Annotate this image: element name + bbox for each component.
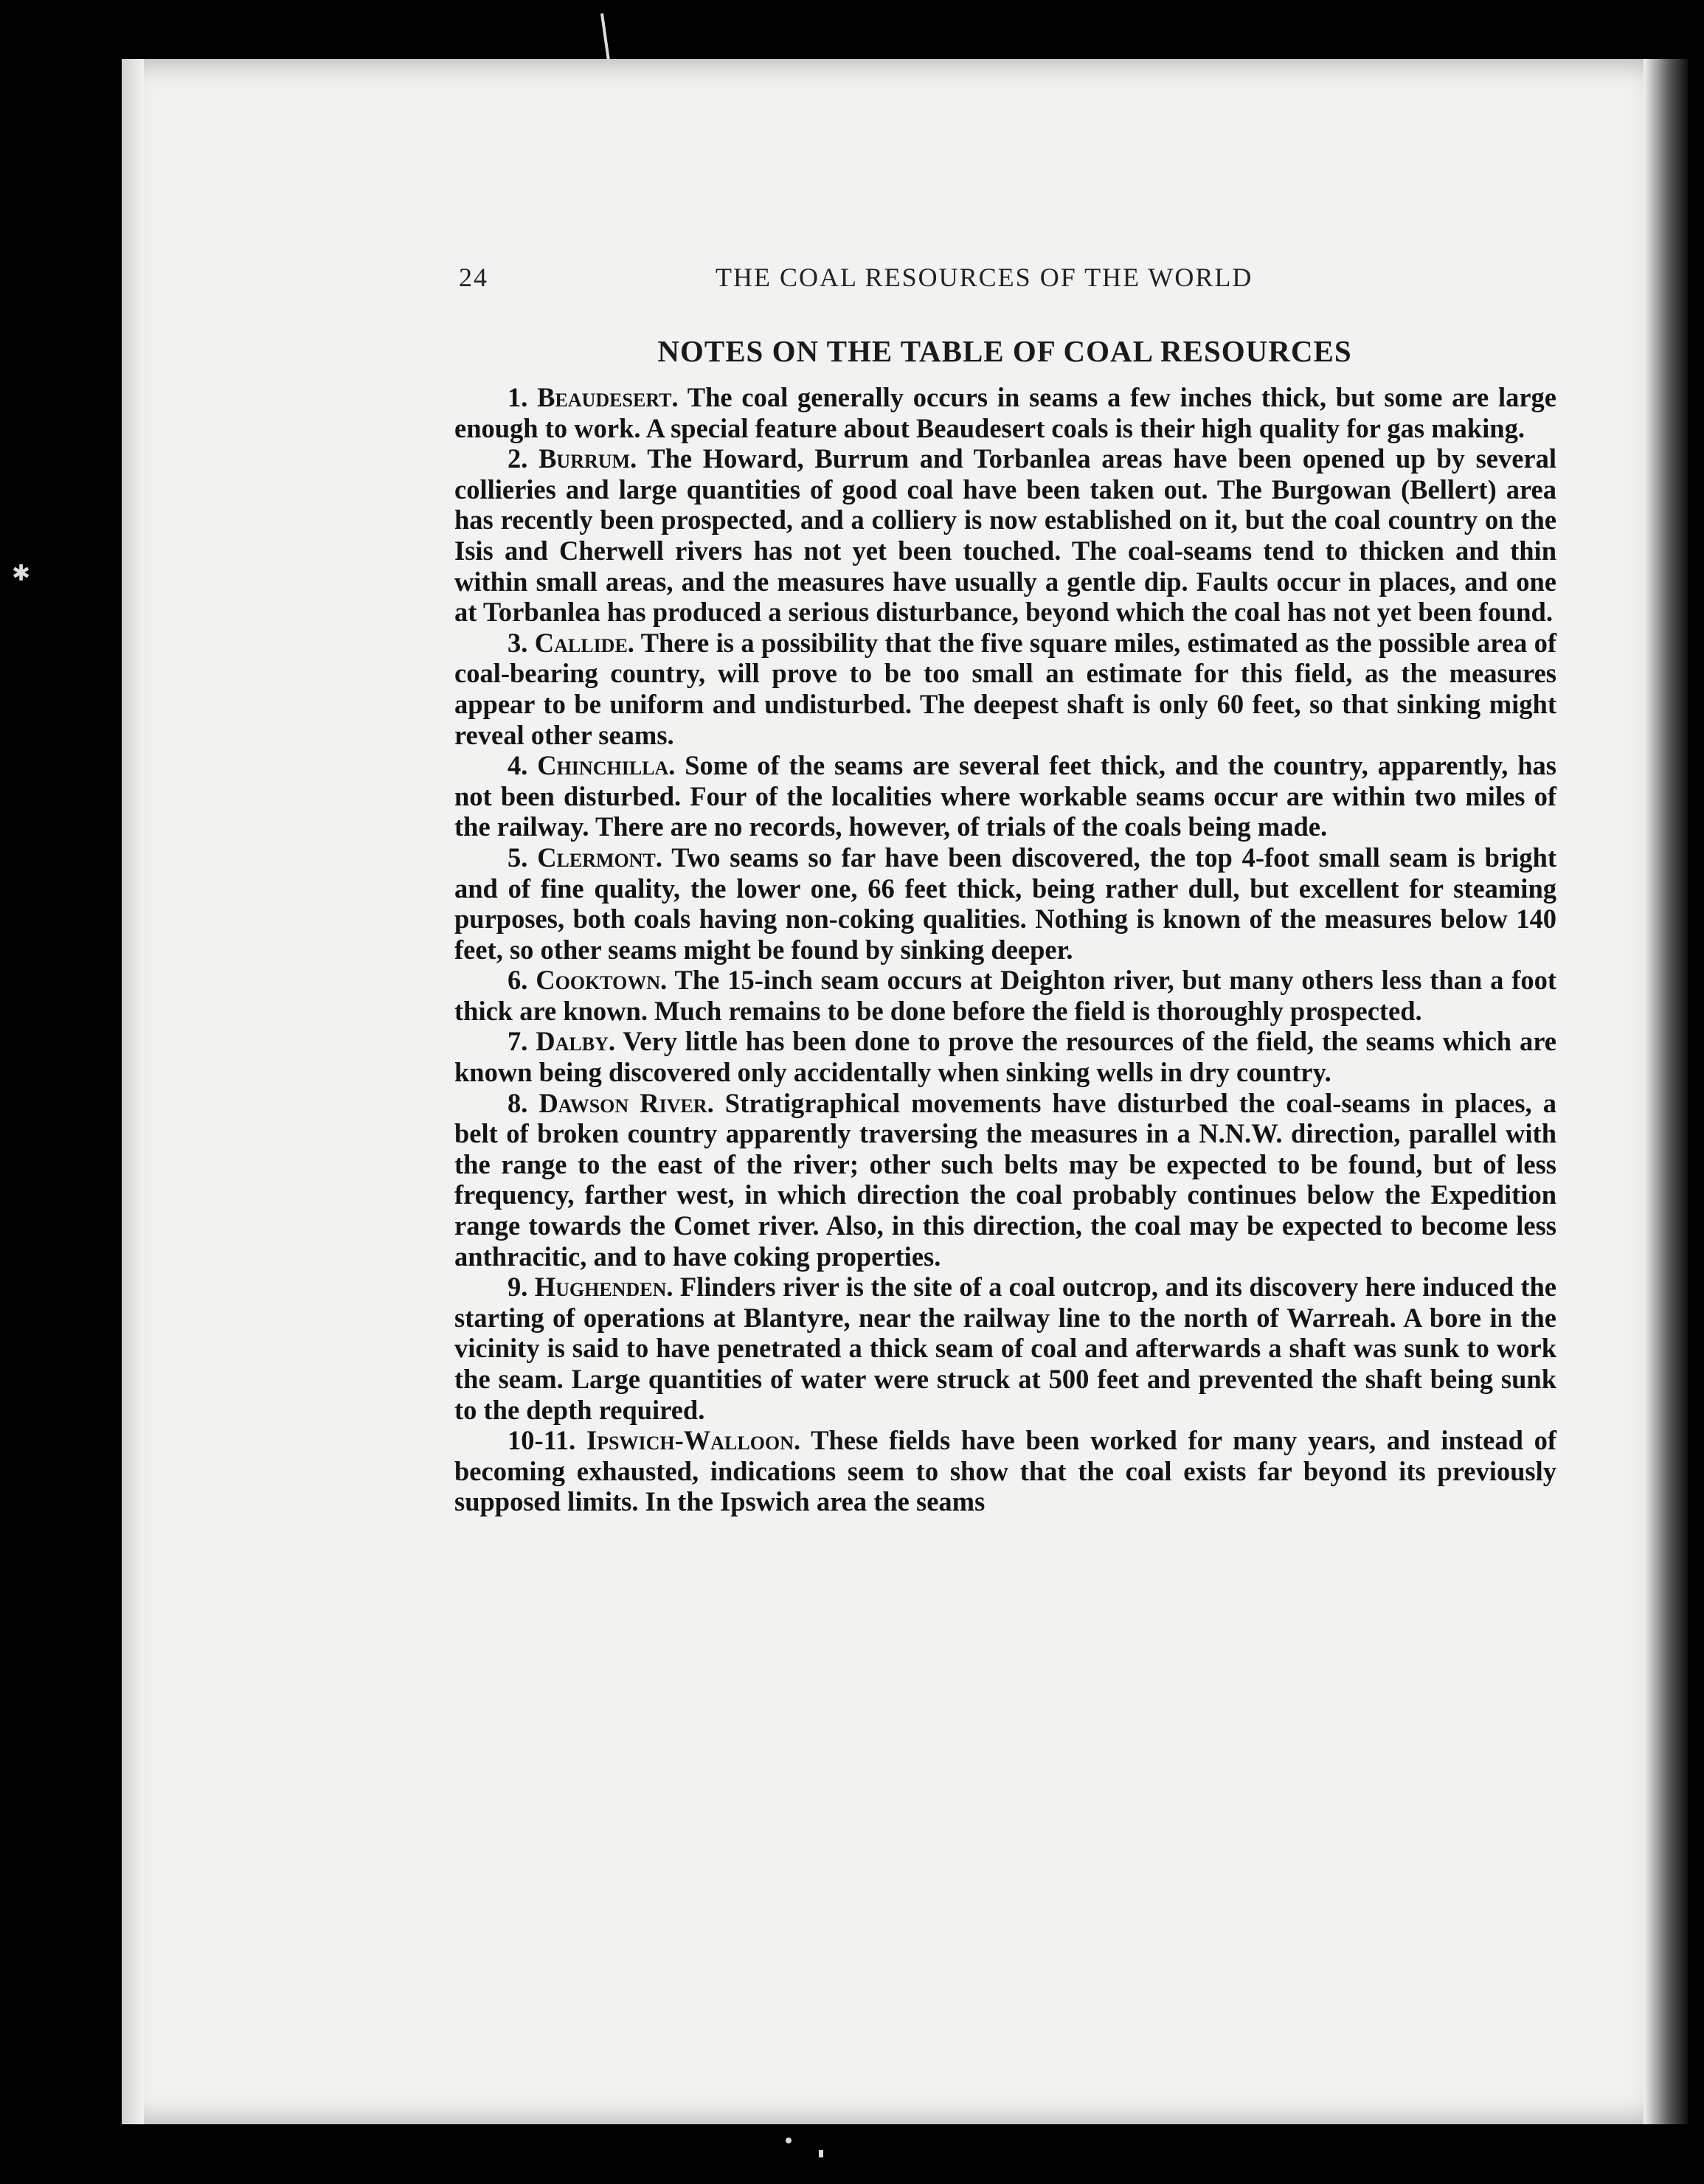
page-edge-left <box>122 59 144 2124</box>
note-paragraph <box>454 382 1556 443</box>
note-text: Very little has been done to prove the resources of the field, the seams which are known being discovered only accidentally when sinking wells in dry country. <box>454 1026 1557 1088</box>
section-title: NOTES ON THE TABLE OF COAL RESOURCES <box>657 334 1352 368</box>
note-text: Some of the seams are several feet thick, and the country, apparently, has not been disturbed. Four of the localities where workable seams occur are within two miles of the railway. There are no records, however, of trials of the coals being made. <box>454 750 1557 842</box>
running-title: THE COAL RESOURCES OF THE WORLD <box>716 263 1253 292</box>
note-number: 10-11. <box>508 1425 576 1456</box>
note-paragraph <box>454 965 1556 1026</box>
note-number: 2. <box>508 443 528 474</box>
note-text: The Howard, Burrum and Torbanlea areas have been opened up by several collieries and large quantities of good coal have been taken out. The Burgowan (Bellert) area has recently been prospected, and a colliery is now established on it, but the coal country on the Isis and Cherwell rivers has not yet been touched. The coal-seams tend to thicken and thin within small areas, and the measures have usually a gentle dip. Faults occur in places, and one at Torbanlea has produced a serious disturbance, beyond which the coal has not yet been found. <box>454 443 1557 628</box>
scan-artifact-dot <box>819 2150 823 2157</box>
note-paragraph <box>454 1088 1556 1272</box>
note-text: There is a possibility that the five square miles, estimated as the possible area of coal-bearing country, will prove to be too small an estimate for this field, as the measures appear to be uniform and undisturbed. The deepest shaft is only 60 feet, so that sinking might reveal other seams. <box>454 627 1557 750</box>
note-text: Flinders river is the site of a coal outcrop, and its discovery here induced the starting of operations at Blantyre, near the railway line to the north of Warreah. A bore in the vicinity is said to have penetrated a thick seam of coal and afterwards a shaft was sunk to work the seam. Large quantities of water were struck at 500 feet and prevented the shaft being sunk to the depth required. <box>454 1272 1556 1425</box>
note-number: 3. <box>508 627 528 658</box>
note-heading: Chinchilla. <box>537 750 676 781</box>
note-text: Two seams so far have been discovered, the top 4-foot small seam is bright and of fine quality, the lower one, 66 feet thick, being rather dull, but excellent for steaming purposes, both coals having non-coking qualities. Nothing is known of the measures below 140 feet, so other seams might be found by sinking deeper. <box>454 842 1556 965</box>
note-text: The coal generally occurs in seams a few inches thick, but some are large enough to work. A special feature about Beaudesert coals is their high quality for gas making. <box>454 382 1556 443</box>
scan-artifact-mark: ✱ <box>12 561 31 586</box>
note-heading: Beaudesert. <box>537 382 679 412</box>
note-heading: Dalby. <box>536 1026 616 1057</box>
notes-body <box>454 382 1556 1517</box>
note-number: 5. <box>508 842 528 873</box>
note-paragraph <box>454 842 1556 965</box>
note-number: 4. <box>508 750 528 781</box>
note-number: 1. <box>508 382 528 412</box>
note-paragraph <box>454 1272 1556 1425</box>
note-paragraph <box>454 750 1556 842</box>
note-paragraph <box>454 628 1556 750</box>
note-heading: Hughenden. <box>534 1272 673 1303</box>
note-heading: Cooktown. <box>536 965 668 996</box>
page-edge-right <box>1644 59 1688 2124</box>
note-number: 7. <box>508 1026 528 1057</box>
note-number: 8. <box>508 1087 528 1118</box>
note-paragraph <box>454 1026 1556 1087</box>
note-paragraph <box>454 1425 1556 1517</box>
note-heading: Callide. <box>534 627 634 658</box>
note-heading: Clermont. <box>537 842 663 873</box>
page-header <box>459 262 1551 299</box>
note-text: Stratigraphical movements have disturbed the coal-seams in places, a belt of broken country apparently traversing the measures in a N.N.W. direction, parallel with the range to the east of the river; other such belts may be expected to be found, but of less frequency, farther west, in which direction the coal probably continues below the Expedition range towards the Comet river. Also, in this direction, the coal may be expected to become less anthracitic, and to have coking properties. <box>454 1087 1556 1272</box>
note-heading: Dawson River. <box>538 1087 714 1118</box>
note-text: The 15-inch seam occurs at Deighton river, but many others less than a foot thick are known. Much remains to be done before the field is thoroughly prospected. <box>454 965 1557 1026</box>
scan-artifact-dot <box>786 2138 792 2143</box>
note-number: 9. <box>508 1272 528 1303</box>
note-heading: Ipswich-Walloon. <box>586 1425 801 1456</box>
note-text: These fields have been worked for many years, and instead of becoming exhausted, indications seem to show that the coal exists far beyond its previously supposed limits. In the Ipswich area the seams <box>454 1425 1556 1517</box>
page-number: 24 <box>459 263 488 292</box>
note-heading: Burrum. <box>538 443 637 474</box>
note-number: 6. <box>508 965 528 996</box>
note-paragraph <box>454 443 1556 628</box>
